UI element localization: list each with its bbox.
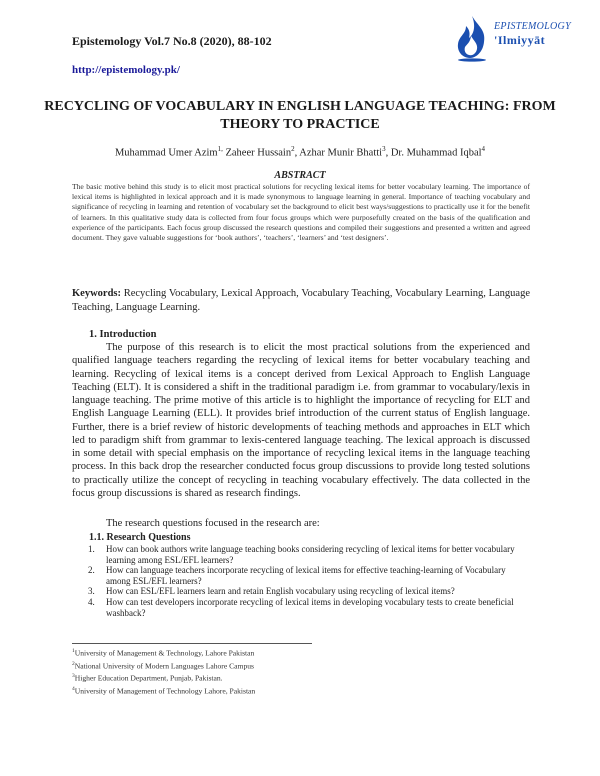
author-name: Zaheer Hussain — [222, 147, 292, 159]
list-item-number: 1. — [88, 544, 95, 554]
footnote — [72, 684, 255, 697]
footnote-mark: 4 — [72, 686, 75, 693]
footnote-mark: 3 — [72, 673, 75, 680]
author-name: Muhammad Umer Azim — [114, 147, 218, 159]
footnote-text: Higher Education Department, Punjab, Pakistan. — [74, 674, 223, 683]
author-mark: 1, — [217, 145, 223, 153]
footnote-divider — [72, 643, 312, 644]
research-questions-intro: The research questions focused in the research are: — [106, 518, 320, 529]
journal-citation: Epistemology Vol.7 No.8 (2020), 88-102 — [72, 34, 272, 48]
author-mark: 2 — [291, 145, 295, 153]
paper-title: RECYCLING OF VOCABULARY IN ENGLISH LANGUAGE TEACHING: FROM THEORY TO PRACTICE — [44, 99, 556, 132]
list-item-text: How can test developers incorporate recycling of lexical items in developing vocabulary tests to create beneficial washback? — [106, 596, 514, 618]
journal-url-link[interactable]: http://epistemology.pk/ — [72, 64, 180, 76]
list-item-text: How can language teachers incorporate recycling of lexical items for effective teaching-learning of Vocabulary among ESL/EFL learners? — [106, 565, 506, 586]
list-item — [72, 544, 530, 565]
author-mark: 3 — [382, 145, 386, 153]
abstract-heading: ABSTRACT — [274, 170, 326, 181]
research-questions-list — [72, 544, 530, 618]
logo-text-epistemology: EPISTEMOLOGY — [494, 21, 571, 32]
keywords-paragraph — [72, 287, 530, 315]
list-item-text: How can book authors write language teaching books considering recycling of lexical items for better vocabulary learning among ESL/EFL learners? — [106, 544, 515, 565]
journal-logo — [452, 14, 572, 62]
list-item-text: How can ESL/EFL learners learn and retain English vocabulary using recycling of lexical items? — [106, 586, 455, 597]
abstract-body: The basic motive behind this study is to elicit most practical solutions for recycling lexical items for better vocabulary learning. The importance of lexical items is highlighted in lexical approach and it is made synonymous to language learning in general. Importance of teaching vocabulary and significance of recycling in learning and retention of vocabulary set the background to elicit best ways/suggestions to practically use it for the benefit of learners. In this qualitative study data is collected from four focus groups which were purposefully created on the basis of the qualification and experience of the participants. Each focus group discussed the research questions and compiled their suggestions and presented a written and agreed document. They gave valuable suggestions for ‘book authors’, ‘teachers’, ‘learners’ and ‘test designers’. — [72, 182, 530, 243]
footnote — [72, 646, 255, 659]
footnote — [72, 659, 255, 672]
list-item — [72, 565, 530, 586]
section-heading-introduction: 1. Introduction — [89, 329, 157, 340]
footnote — [72, 671, 255, 684]
author-mark: 4 — [481, 145, 486, 153]
footnote-text: University of Management of Technology Lahore, Pakistan — [74, 686, 256, 696]
list-item-number: 2. — [88, 565, 95, 576]
footnote-text: University of Management & Technology, Lahore Pakistan — [74, 648, 255, 658]
keywords-label: Keywords: — [72, 288, 121, 299]
logo-text-ilmiyyat: 'Ilmiyyāt — [494, 33, 546, 47]
list-item — [72, 597, 530, 618]
section-heading-research-questions: 1.1. Research Questions — [89, 532, 191, 543]
introduction-paragraph: The purpose of this research is to elicit the most practical solutions from the experienced and qualified language teachers regarding the recycling of lexical items for better vocabulary teaching and learning. Recycling of lexical items is a concept derived from Lexical Approach to English Language Teaching (ELT). It is considered a shift in the traditional paradigm i.e. from grammar to vocabulary/lexis in language teaching. The prime motive of this article is to highlight the importance of recycling for ELT and English Language Learning (ELL). It provides brief introduction of the current status of English language. Further, there is a brief review of historic developments of teaching methods and approaches in ELT which led to paradigm shift from grammar to lexis-centered language teaching. The lexical approach is discussed in some detail with special emphasis on the importance of recycling lexical items in the language teaching process. In this back drop the researcher conducted focus group discussions to provide long tested solutions to practically utilize the concept of recycling in teaching vocabulary effectively. The data collected in the focus group discussions is shared as research findings. — [72, 342, 530, 499]
flame-icon — [452, 14, 492, 62]
list-item-number: 4. — [88, 596, 95, 607]
list-item — [72, 586, 530, 597]
footnote-mark: 1 — [72, 648, 75, 654]
author-list — [40, 145, 560, 159]
footnote-text: National University of Modern Languages Lahore Campus — [74, 661, 255, 671]
keywords-text: Recycling Vocabulary, Lexical Approach, Vocabulary Teaching, Vocabulary Learning, Language Teaching, Language Learning. — [72, 288, 530, 313]
author-name: , Dr. Muhammad Iqbal — [385, 147, 482, 159]
footnote-mark: 2 — [72, 660, 75, 667]
list-item-number: 3. — [88, 586, 95, 597]
author-name: , Azhar Munir Bhatti — [294, 147, 383, 159]
footnotes — [72, 646, 255, 697]
